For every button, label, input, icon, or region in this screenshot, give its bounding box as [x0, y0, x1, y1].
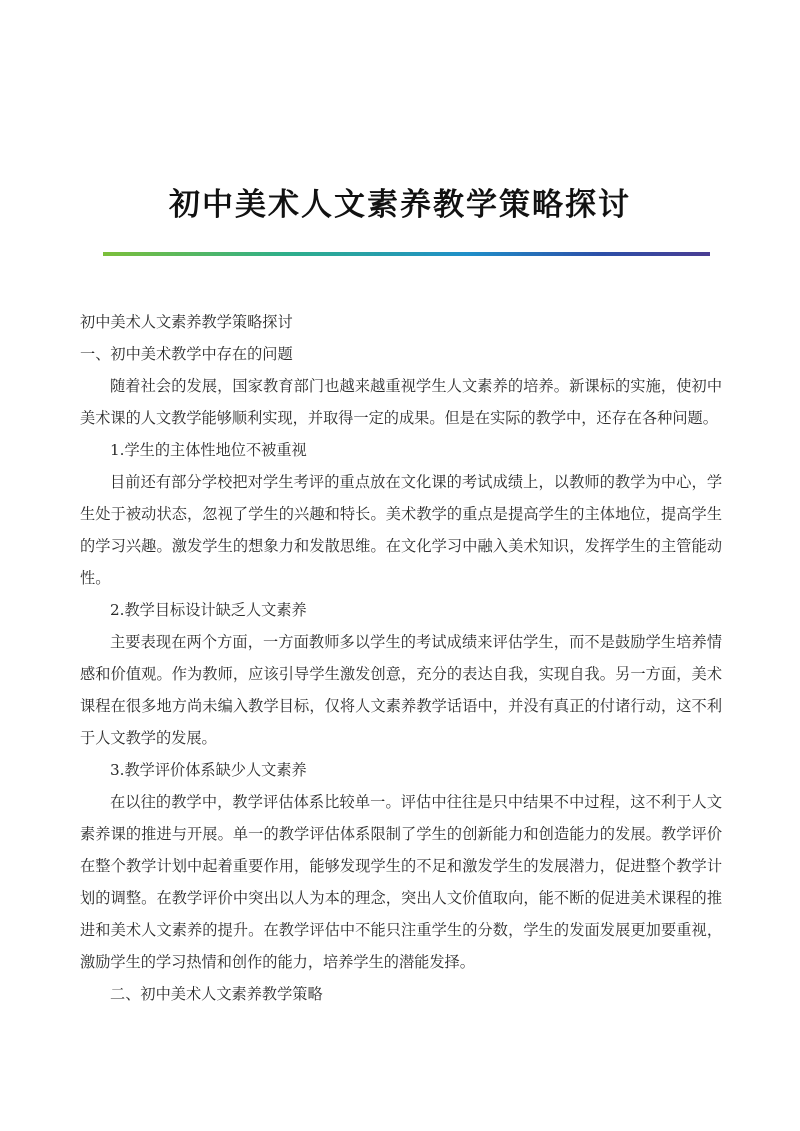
paragraph: 在以往的教学中，教学评估体系比较单一。评估中往往是只中结果不中过程，这不利于人文素养课的推进与开展。单一的教学评估体系限制了学生的创新能力和创造能力的发展。教学评价在整个教学计划中起着重要作用，能够发现学生的不足和激发学生的发展潜力，促进整个教学计划的调整。在教学评价中突出以人为本的理念，突出人文价值取向，能不断的促进美术课程的推进和美术人文素养的提升。在教学评估中不能只注重学生的分数，学生的发面发展更加要重视，激励学生的学习热情和创作的能力，培养学生的潜能发择。: [80, 793, 722, 971]
paragraph: 主要表现在两个方面，一方面教师多以学生的考试成绩来评估学生，而不是鼓励学生培养情感和价值观。作为教师，应该引导学生激发创意，充分的表达自我，实现自我。另一方面，美术课程在很多地方尚未编入教学目标，仅将人文素养教学话语中，并没有真正的付诸行动，这不利于人文教学的发展。: [80, 633, 722, 747]
paragraph: 随着社会的发展，国家教育部门也越来越重视学生人文素养的培养。新课标的实施，使初中美术课的人文教学能够顺利实现，并取得一定的成果。但是在实际的教学中，还存在各种问题。: [80, 377, 722, 427]
document-title: 初中美术人文素养教学策略探讨: [169, 186, 631, 223]
paragraph: 目前还有部分学校把对学生考评的重点放在文化课的考试成绩上，以教师的教学为中心，学生处于被动状态，忽视了学生的兴趣和特长。美术教学的重点是提高学生的主体地位，提高学生的学习兴趣。激发学生的想象力和发散思维。在文化学习中融入美术知识，发挥学生的主管能动性。: [80, 473, 722, 587]
document-body: [80, 306, 722, 1010]
section-heading: 二、初中美术人文素养教学策略: [110, 985, 323, 1003]
body-heading: 初中美术人文素养教学策略探讨: [80, 313, 293, 331]
subsection-heading: 3.教学评价体系缺少人文素养: [110, 761, 307, 779]
subsection-heading: 1.学生的主体性地位不被重视: [110, 441, 307, 459]
section-heading: 一、初中美术教学中存在的问题: [80, 345, 293, 363]
subsection-heading: 2.教学目标设计缺乏人文素养: [110, 601, 307, 619]
title-divider: [103, 252, 710, 256]
